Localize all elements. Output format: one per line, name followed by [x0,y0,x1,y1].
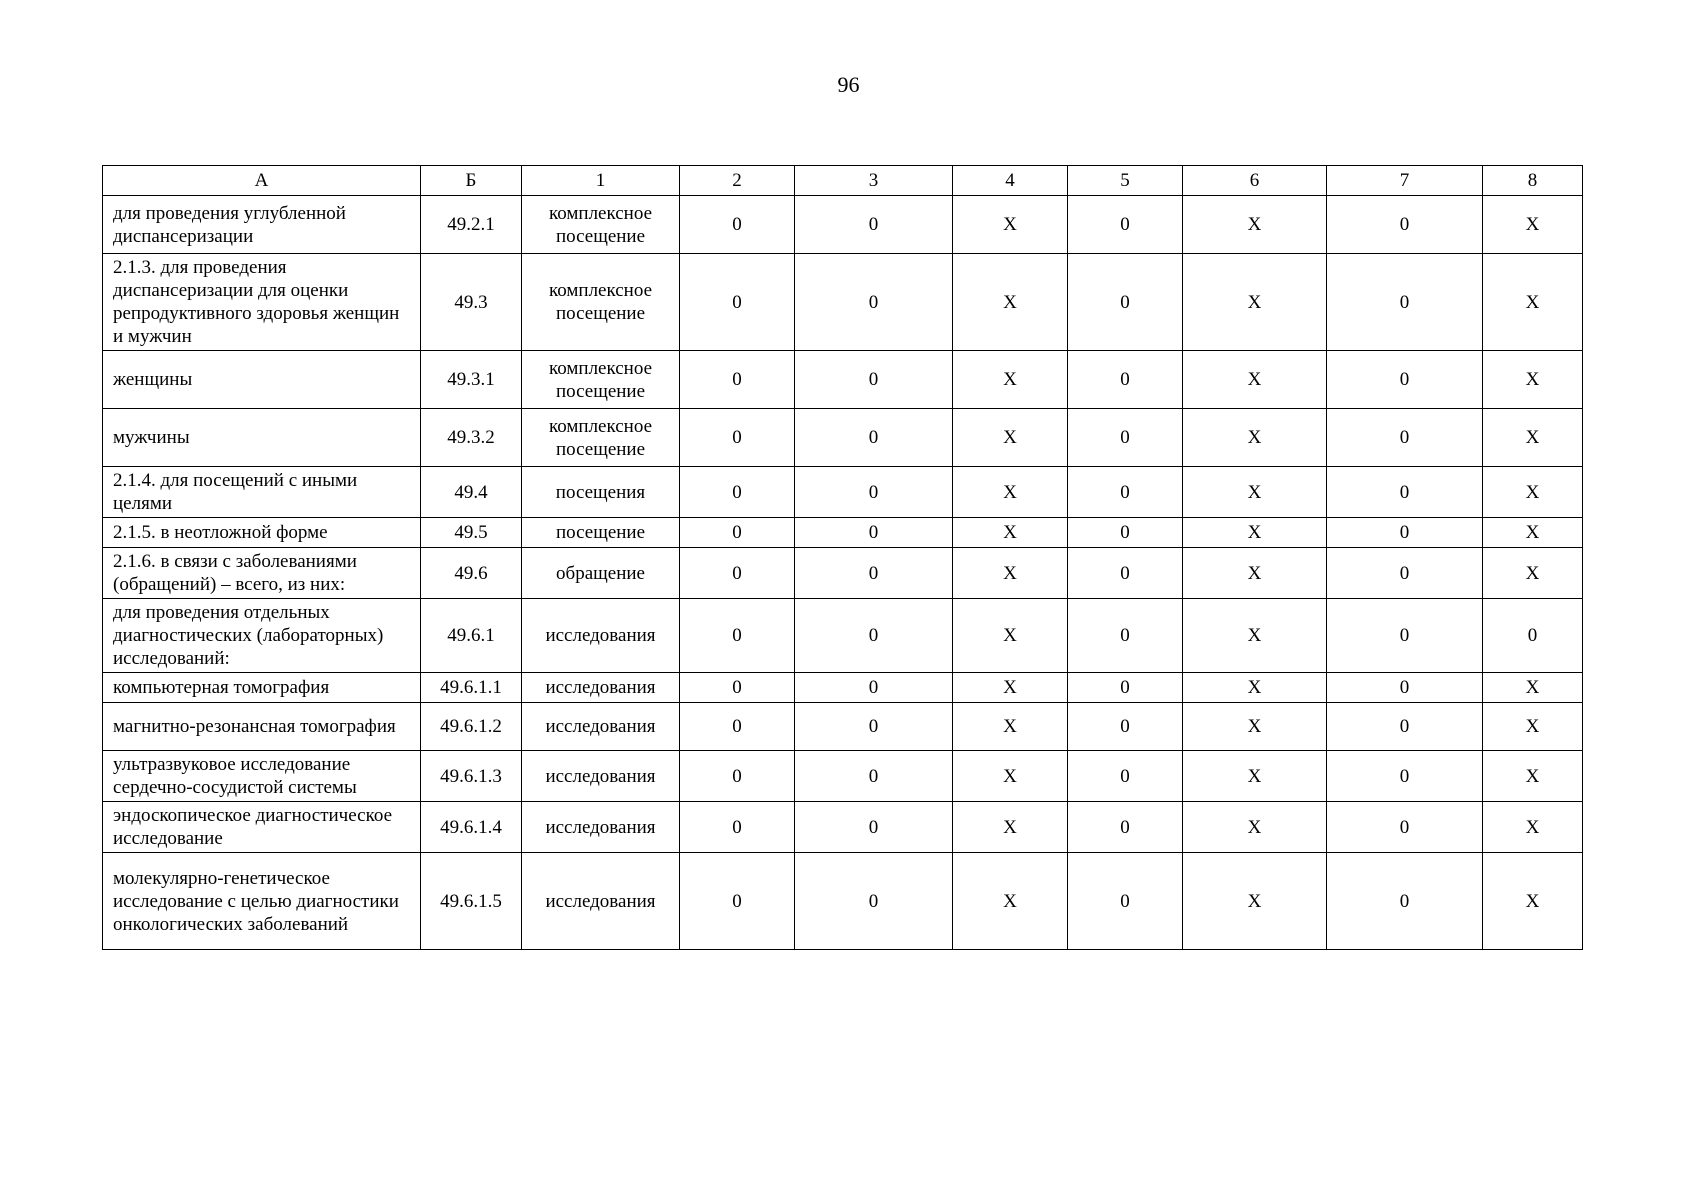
row-value-cell: 0 [795,409,953,467]
row-value-cell: 0 [680,703,795,751]
row-value-cell: 0 [1327,802,1483,853]
row-unit-cell: комплексное посещение [522,351,680,409]
header-cell: Б [421,166,522,196]
row-unit-cell: комплексное посещение [522,196,680,254]
row-unit-cell: исследования [522,751,680,802]
header-cell: 3 [795,166,953,196]
row-value-cell: X [953,351,1068,409]
row-unit-cell: исследования [522,673,680,703]
row-value-cell: X [953,751,1068,802]
header-cell: 7 [1327,166,1483,196]
row-value-cell: X [1183,853,1327,950]
row-value-cell: X [1483,673,1583,703]
row-value-cell: 0 [1327,518,1483,548]
row-value-cell: 0 [680,351,795,409]
row-name-cell: для проведения отдельных диагностических (лабораторных) исследований: [103,599,421,673]
row-value-cell: 0 [1068,548,1183,599]
table-row [103,548,1583,599]
row-unit-cell: исследования [522,853,680,950]
row-unit-cell: исследования [522,802,680,853]
row-value-cell: 0 [680,467,795,518]
row-value-cell: X [953,409,1068,467]
row-value-cell: 0 [795,599,953,673]
row-value-cell: X [1483,254,1583,351]
row-name-cell: женщины [103,351,421,409]
row-value-cell: 0 [795,802,953,853]
row-value-cell: 0 [795,853,953,950]
row-value-cell: 0 [1327,254,1483,351]
row-value-cell: X [1183,351,1327,409]
row-unit-cell: комплексное посещение [522,409,680,467]
row-value-cell: 0 [1068,518,1183,548]
row-value-cell: X [1183,467,1327,518]
row-code-cell: 49.6.1.1 [421,673,522,703]
header-cell: 2 [680,166,795,196]
row-value-cell: 0 [1068,351,1183,409]
row-value-cell: X [953,254,1068,351]
table-row [103,518,1583,548]
row-unit-cell: обращение [522,548,680,599]
row-value-cell: 0 [1327,467,1483,518]
row-code-cell: 49.6.1.2 [421,703,522,751]
row-value-cell: X [953,196,1068,254]
row-unit-cell: комплексное посещение [522,254,680,351]
row-value-cell: X [1483,751,1583,802]
table-row [103,351,1583,409]
row-name-cell: молекулярно-генетическое исследование с целью диагностики онкологических заболеваний [103,853,421,950]
row-value-cell: X [1183,673,1327,703]
row-value-cell: 0 [1327,751,1483,802]
row-value-cell: 0 [1068,673,1183,703]
row-value-cell: 0 [680,751,795,802]
row-value-cell: X [1183,254,1327,351]
row-code-cell: 49.2.1 [421,196,522,254]
row-name-cell: 2.1.5. в неотложной форме [103,518,421,548]
row-value-cell: X [1183,599,1327,673]
row-value-cell: 0 [795,518,953,548]
row-value-cell: 0 [1068,751,1183,802]
row-value-cell: X [1183,751,1327,802]
row-value-cell: 0 [1068,409,1183,467]
row-value-cell: 0 [1483,599,1583,673]
row-code-cell: 49.4 [421,467,522,518]
table-row [103,467,1583,518]
row-name-cell: 2.1.3. для проведения диспансеризации для оценки репродуктивного здоровья женщин и мужчин [103,254,421,351]
row-value-cell: 0 [1327,409,1483,467]
page-number: 96 [837,72,860,97]
row-name-cell: эндоскопическое диагностическое исследование [103,802,421,853]
row-value-cell: X [1183,196,1327,254]
row-value-cell: 0 [1327,351,1483,409]
row-value-cell: 0 [1327,599,1483,673]
header-cell: 8 [1483,166,1583,196]
row-value-cell: X [953,518,1068,548]
row-value-cell: 0 [680,196,795,254]
table-row [103,751,1583,802]
row-value-cell: 0 [1327,853,1483,950]
row-code-cell: 49.3.2 [421,409,522,467]
row-code-cell: 49.6.1.3 [421,751,522,802]
row-value-cell: X [1483,802,1583,853]
header-row [103,166,1583,196]
table-row [103,409,1583,467]
row-value-cell: 0 [795,703,953,751]
row-code-cell: 49.3.1 [421,351,522,409]
row-value-cell: X [953,673,1068,703]
row-value-cell: X [953,599,1068,673]
row-value-cell: 0 [1068,802,1183,853]
row-value-cell: X [1483,703,1583,751]
row-value-cell: 0 [1327,196,1483,254]
row-value-cell: 0 [1068,853,1183,950]
row-value-cell: X [1183,802,1327,853]
row-value-cell: 0 [1068,196,1183,254]
row-unit-cell: исследования [522,599,680,673]
table-row [103,802,1583,853]
row-value-cell: 0 [680,599,795,673]
row-value-cell: 0 [680,518,795,548]
row-name-cell: 2.1.6. в связи с заболеваниями (обращений) – всего, из них: [103,548,421,599]
row-value-cell: 0 [795,548,953,599]
row-value-cell: X [1483,467,1583,518]
row-value-cell: 0 [795,673,953,703]
row-name-cell: мужчины [103,409,421,467]
row-value-cell: X [953,548,1068,599]
row-code-cell: 49.6.1.5 [421,853,522,950]
row-value-cell: X [1183,518,1327,548]
table-row [103,254,1583,351]
row-value-cell: 0 [680,254,795,351]
row-name-cell: 2.1.4. для посещений с иными целями [103,467,421,518]
row-value-cell: 0 [1068,467,1183,518]
row-code-cell: 49.6.1 [421,599,522,673]
row-value-cell: 0 [1327,703,1483,751]
row-name-cell: ультразвуковое исследование сердечно-сосудистой системы [103,751,421,802]
row-value-cell: 0 [1327,673,1483,703]
header-cell: 5 [1068,166,1183,196]
table-body [103,196,1583,950]
table-row [103,703,1583,751]
row-value-cell: X [1483,518,1583,548]
table-row [103,853,1583,950]
row-unit-cell: исследования [522,703,680,751]
row-value-cell: X [1483,409,1583,467]
data-table [102,165,1583,950]
row-value-cell: X [953,467,1068,518]
row-name-cell: для проведения углубленной диспансеризации [103,196,421,254]
row-value-cell: X [1483,351,1583,409]
row-value-cell: X [953,853,1068,950]
table-row [103,599,1583,673]
header-cell: 1 [522,166,680,196]
row-value-cell: X [1483,548,1583,599]
row-unit-cell: посещение [522,518,680,548]
row-value-cell: X [1483,853,1583,950]
table-row [103,673,1583,703]
row-value-cell: X [953,703,1068,751]
row-value-cell: 0 [1068,599,1183,673]
row-code-cell: 49.3 [421,254,522,351]
row-name-cell: магнитно-резонансная томография [103,703,421,751]
row-value-cell: 0 [1068,703,1183,751]
row-value-cell: 0 [795,351,953,409]
row-value-cell: X [1483,196,1583,254]
row-value-cell: 0 [795,467,953,518]
row-value-cell: X [1183,548,1327,599]
row-value-cell: 0 [680,673,795,703]
row-value-cell: 0 [680,548,795,599]
row-value-cell: X [1183,409,1327,467]
row-value-cell: 0 [680,409,795,467]
row-unit-cell: посещения [522,467,680,518]
table-row [103,196,1583,254]
row-code-cell: 49.5 [421,518,522,548]
header-cell: А [103,166,421,196]
row-name-cell: компьютерная томография [103,673,421,703]
row-value-cell: X [953,802,1068,853]
row-value-cell: 0 [1068,254,1183,351]
row-code-cell: 49.6 [421,548,522,599]
row-value-cell: 0 [680,802,795,853]
row-value-cell: 0 [795,751,953,802]
header-cell: 4 [953,166,1068,196]
row-value-cell: X [1183,703,1327,751]
row-value-cell: 0 [680,853,795,950]
header-cell: 6 [1183,166,1327,196]
row-code-cell: 49.6.1.4 [421,802,522,853]
row-value-cell: 0 [795,196,953,254]
row-value-cell: 0 [795,254,953,351]
table-header [103,166,1583,196]
row-value-cell: 0 [1327,548,1483,599]
